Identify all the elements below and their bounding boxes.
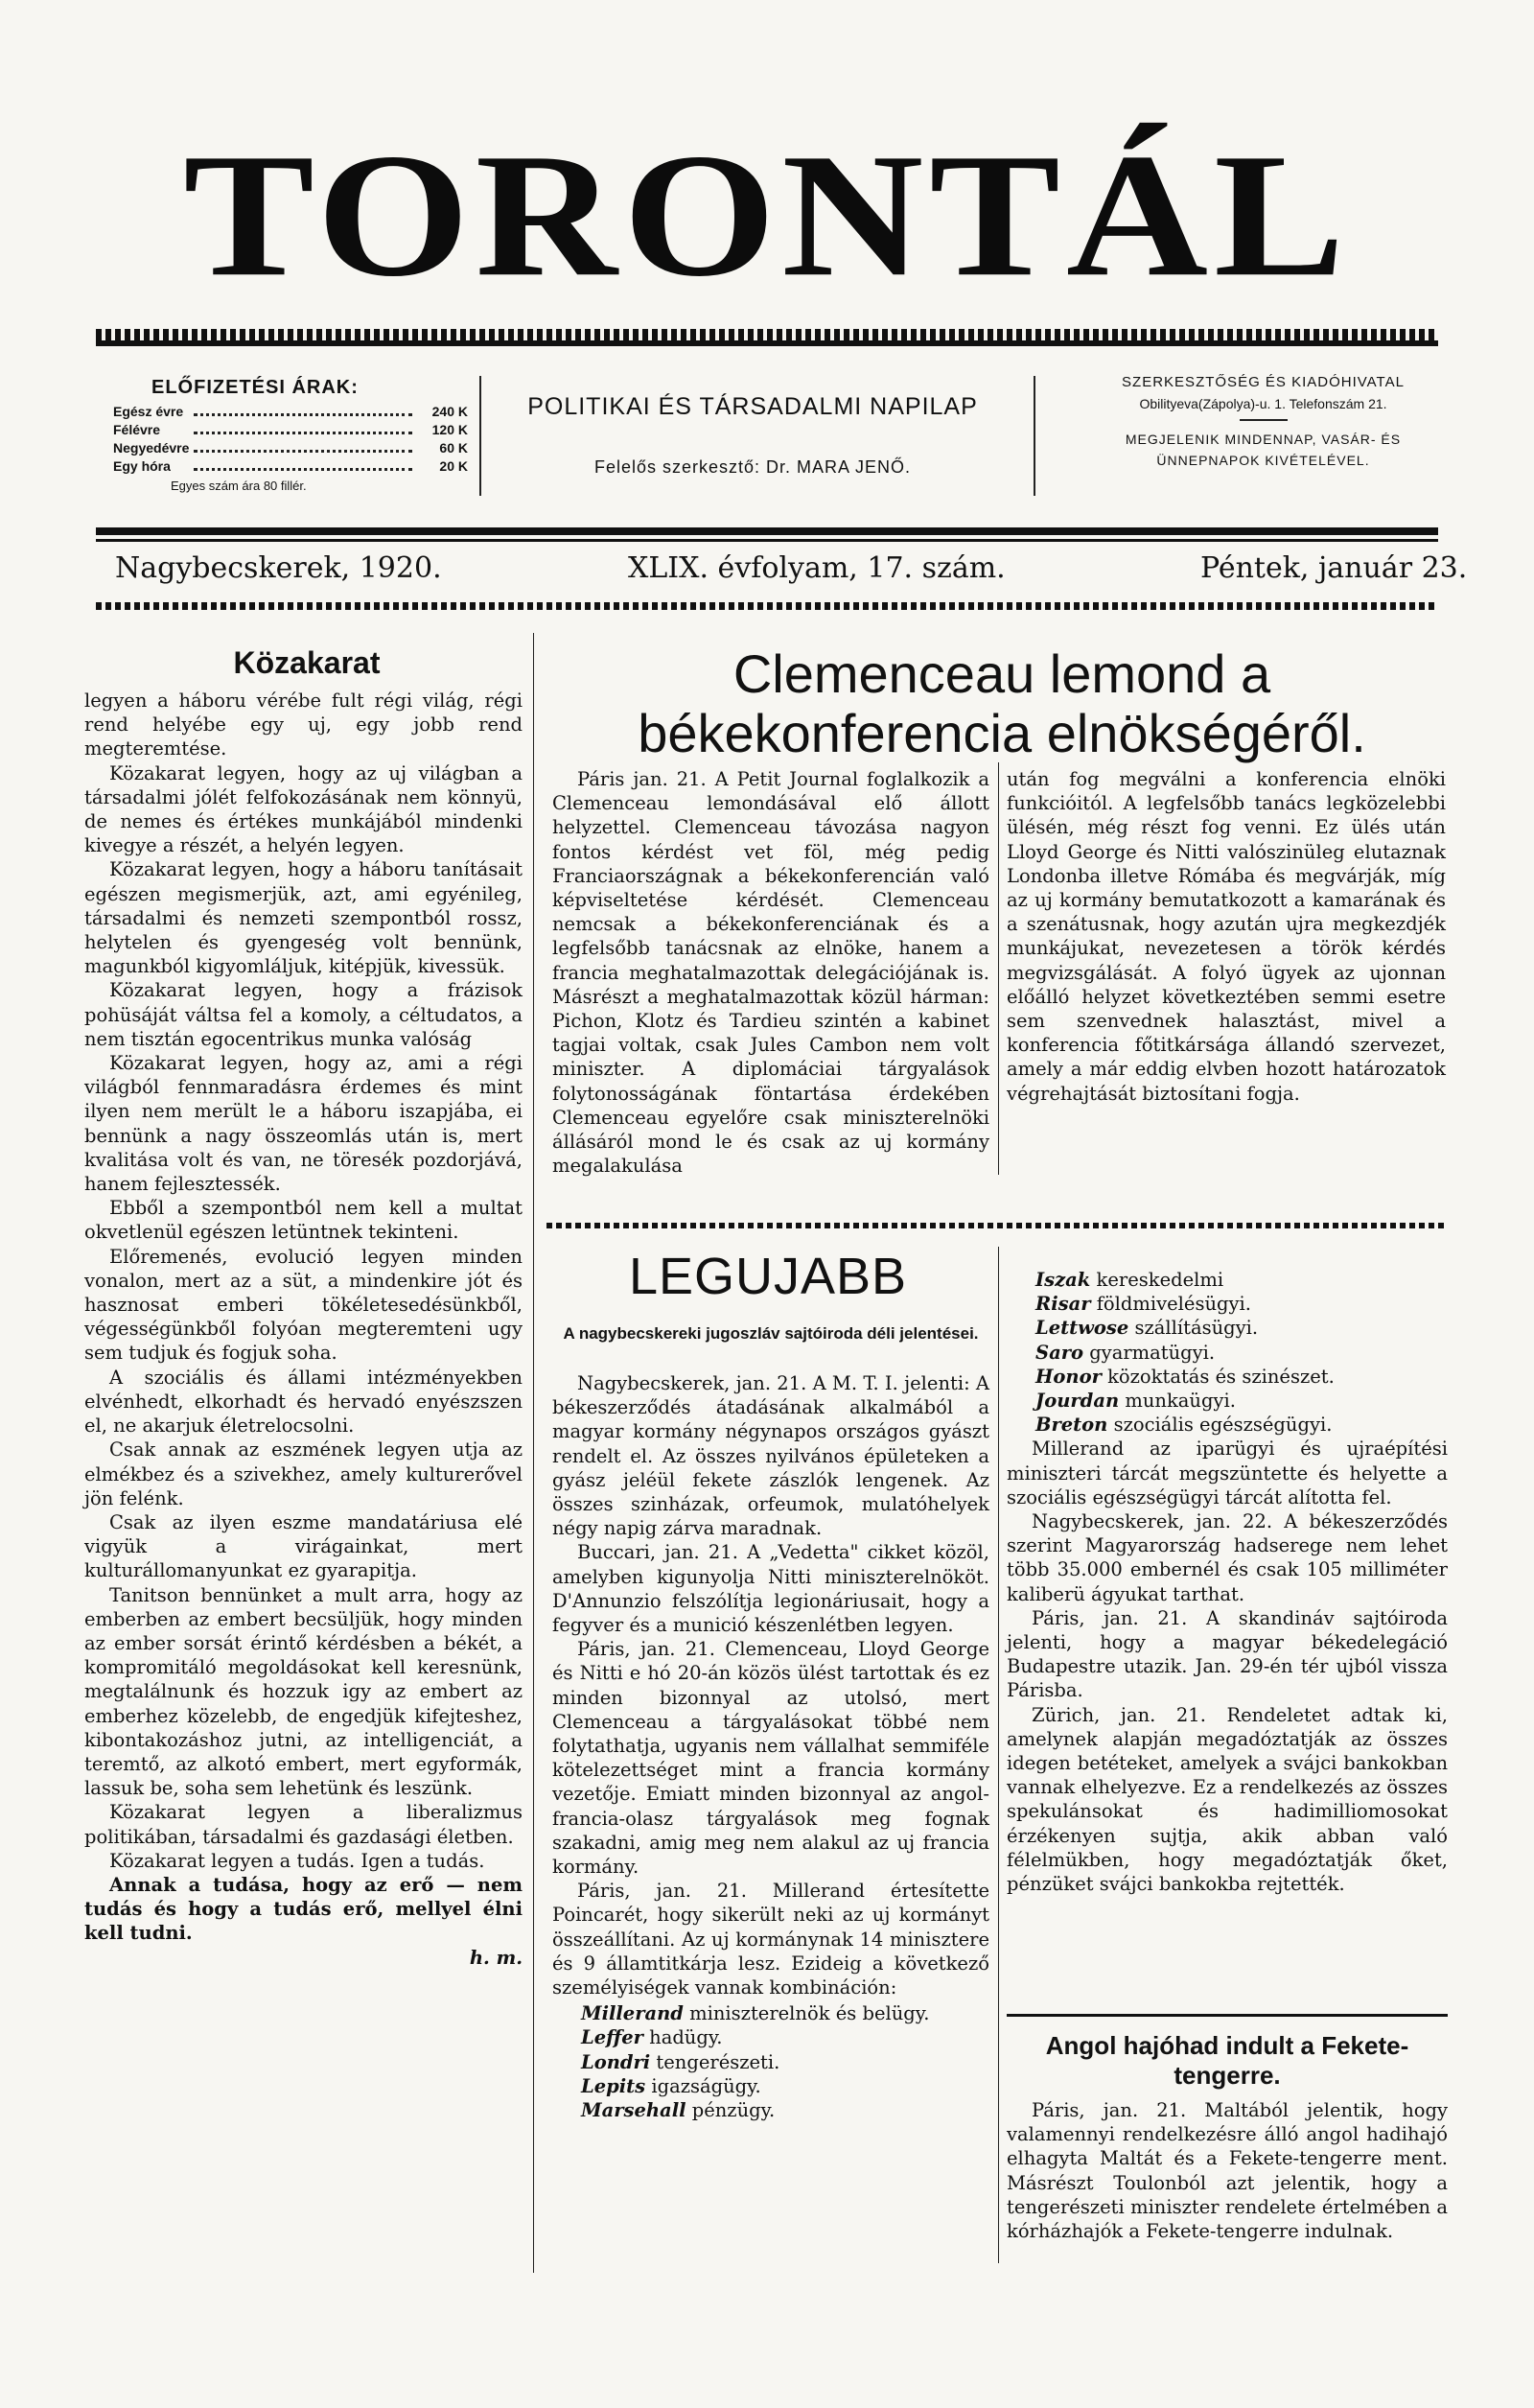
list-item: Millerand miniszterelnök és belügy. bbox=[581, 2002, 930, 2025]
paragraph: Páris, jan. 21. Millerand értesítette Poincarét, hogy sikerült neki az uj kormányt összeállítani. Az uj kormánynak 14 minisztere és 9 államtitkárja lesz. Ezideig a következő személyiségek vannak kombináción: bbox=[552, 1880, 989, 1999]
header-center bbox=[479, 393, 1026, 478]
list-item: Honor közoktatás és szinészet. bbox=[1035, 1365, 1335, 1388]
list-item: Jourdan munkaügyi. bbox=[1035, 1390, 1236, 1413]
paragraph: után fog megválni a konferencia elnöki funkcióitól. A legfelsőbb tanács legközelebbi ülésén, még részt fog venni. Ez ülés után Lloyd George és Nitti valószinüleg elutaznak Londonba illetve Rómába és megvárják, míg az uj kormány bemutatkozott a kamarának és a szenátusnak, hogy azután ujra megkezdjék munkájukat, nevezetesen a török kérdés megvizsgálását. A folyó ügyek az ujonnan előálló helyzet következtében semmi esetre sem szenvednek halasztást, mivel a konferencia főtitkársága állandó szervezet, amely a már eddig elvben hozott határozatok végrehajtását biztosítani fogja. bbox=[1007, 768, 1446, 1105]
price-label: Negyedévre bbox=[113, 440, 190, 456]
header-rule bbox=[96, 527, 1438, 535]
price-value: 60 K bbox=[439, 440, 468, 456]
price-label: Egy hóra bbox=[113, 458, 171, 474]
legujabb-subtitle: A nagybecskereki jugoszláv sajtóiroda déli jelentései. bbox=[563, 1324, 979, 1343]
masthead-rule bbox=[96, 329, 1438, 340]
cabinet-list bbox=[552, 2001, 989, 2122]
paragraph: A szociális és állami intézményekben elvénhedt, elkorhadt és hervadó enyészszen el, ne akarjuk életrelocsolni. bbox=[84, 1366, 523, 1438]
section-rule bbox=[546, 1223, 1448, 1228]
paragraph: Közakarat legyen a tudás. Igen a tudás. bbox=[109, 1849, 485, 1872]
price-row bbox=[113, 439, 468, 457]
cabinet-list bbox=[1007, 1268, 1448, 1437]
paragraph: Tanitson bennünket a mult arra, hogy az emberben az embert becsüljük, hogy minden az ember sorsát érintő kérdésben a békét, a kompromitáló megoldásokat kell keresnünk, megtalálnunk és hozzuk igy az embert az emberhez közelebb, de engedjük kifejteshez, kibontakozáshoz jutni, az intelligenciát, a teremtő, az alkotó embert, mert egyformák, lassuk be, soha sem lehetünk és leszünk. bbox=[84, 1583, 523, 1800]
column-divider bbox=[533, 633, 534, 2273]
publication-schedule: MEGJELENIK MINDENNAP, VASÁR- ÉS ÜNNEPNAPOK KIVÉTELÉVEL. bbox=[1125, 432, 1402, 468]
list-item: Marsehall pénzügy. bbox=[581, 2099, 776, 2122]
list-item: Londri tengerészeti. bbox=[581, 2050, 780, 2073]
column-divider bbox=[998, 762, 999, 1175]
paragraph: Közakarat legyen, hogy a frázisok pohüsáját váltsa fel a komoly, a céltudatos, a nem tisztán egocentrikus munka valóság bbox=[84, 979, 523, 1050]
header-divider bbox=[1034, 376, 1035, 496]
clemenceau-title: Clemenceau lemond a békekonferencia elnökségéről. bbox=[638, 643, 1366, 763]
paragraph: legyen a háboru vérébe fult régi világ, régi rend helyébe egy uj, egy jobb rend megteremtése. bbox=[84, 690, 523, 760]
list-item: Risar földmivelésügyi. bbox=[1035, 1293, 1251, 1316]
column-divider bbox=[998, 1247, 999, 2263]
dateline-volume: XLIX. évfolyam, 17. szám. bbox=[628, 551, 1006, 585]
angol-body bbox=[1007, 2098, 1448, 2271]
list-item: Iszak kereskedelmi bbox=[1035, 1269, 1224, 1291]
paragraph: Közakarat legyen, hogy a háboru tanításait egészen megismerjük, azt, ami egyénileg, társadalmi és nemzeti szempontból rossz, helytelen és gyengeség volt bennünk, magunkból kigyomláljuk, kitépjük, kivessük. bbox=[84, 858, 523, 978]
paragraph: Csak az ilyen eszme mandatáriusa elé vigyük a virágainkat, mert kulturállomanyunkat ez gyarapitja. bbox=[84, 1510, 523, 1582]
price-label: Félévre bbox=[113, 422, 161, 437]
paragraph: Zürich, jan. 21. Rendeletet adtak ki, amelynek alapján megadóztatják az összes idegen betéteket, amelyek a svájci bankokban vannak elhelyezve. Ez a rendelkezés az összes spekulánsokat és hadimilliomosokat érzékenyen sujtja, akik abban való félelmükben, hogy megadóztatják őket, pénzüket svájci bankokba rejtették. bbox=[1007, 1703, 1448, 1896]
masthead-rule-heavy bbox=[96, 340, 1438, 346]
price-value: 20 K bbox=[439, 458, 468, 474]
list-item: Breton szociális egészségügyi. bbox=[1035, 1414, 1333, 1437]
clemenceau-col1 bbox=[552, 767, 989, 1178]
header-right bbox=[1093, 374, 1433, 471]
paragraph: Nagybecskerek, jan. 22. A békeszerződés szerint Magyarország hadserege nem lehet több 35.000 embernél és csak 105 milliméter kaliberü ágyukat tarthat. bbox=[1007, 1510, 1448, 1605]
single-issue-price: Egyes szám ára 80 fillér. bbox=[171, 479, 307, 493]
price-row bbox=[113, 421, 468, 439]
price-row bbox=[113, 457, 468, 476]
kozakarat-title: Közakarat bbox=[233, 645, 381, 680]
angol-title: Angol hajóhad indult a Fekete-tengerre. bbox=[1045, 2031, 1409, 2090]
legujabb-col1 bbox=[552, 1371, 989, 2122]
paragraph: Páris, jan. 21. A skandináv sajtóiroda jelenti, hogy a magyar békedelegáció Budapestre utazik. Jan. 29-én tér ujból vissza Párisba. bbox=[1007, 1606, 1448, 1702]
paragraph: Annak a tudása, hogy az erő — nem tudás és hogy a tudás erő, mellyel élni kell tudni. bbox=[84, 1873, 523, 1945]
list-item: Lepits igazságügy. bbox=[581, 2074, 761, 2097]
signature: h. m. bbox=[469, 1946, 523, 1969]
price-label: Egész évre bbox=[113, 404, 184, 419]
dateline-day: Péntek, január 23. bbox=[1200, 551, 1468, 585]
list-item: Lettwose szállításügyi. bbox=[1035, 1317, 1259, 1340]
paragraph: Csak annak az eszmének legyen utja az elmékbez és a szivekhez, amely kulturerővel jön felénk. bbox=[84, 1438, 523, 1509]
list-item: Saro gyarmatügyi. bbox=[1035, 1341, 1216, 1364]
subscription-title: ELŐFIZETÉSI ÁRAK: bbox=[151, 377, 359, 398]
paragraph: Páris, jan. 21. Maltából jelentik, hogy valamennyi rendelkezésre álló angol hadihajó elhagyta Maltát és a Fekete-tengerre ment. Másrészt Toulonból azt jelentik, hogy a tengerészeti miniszter rendelete értelmében a kórházhajók a Fekete-tengerre indulnak. bbox=[1007, 2099, 1448, 2243]
paragraph: Páris jan. 21. A Petit Journal foglalkozik a Clemenceau lemondásával elő állott helyzettel. Clemenceau távozása nagyon fontos kérdést vet föl, még pedig Franciaországnak a békekonferencián való képviseltetése kérdését. Clemenceau nemcsak a békekonferenciának és a legfelsőbb tanácsnak az elnöke, hanem a francia meghatalmazottak delegációjának is. Másrészt a meghatalmazottak közül hárman: Pichon, Klotz és Tardieu szintén a kabinet tagjai voltak, csak Jules Cambon nem volt miniszter. A diplomáciai tárgyalások folytonosságának föntartása érdekében Clemenceau egyelőre csak miniszterelnöki állásáról mond le és csak az uj kormány megalakulása bbox=[552, 768, 989, 1178]
paragraph: Buccari, jan. 21. A „Vedetta" cikket közöl, amelyben kigunyolja Nitti miniszterelnököt. D'Annunzio felszólítja legionáriusait, hogy a fegyver és a munició készenlétben legyen. bbox=[552, 1541, 989, 1637]
paragraph: Páris, jan. 21. Clemenceau, Lloyd George és Nitti e hó 20-án közös ülést tartottak és ez minden bizonnyal az utolsó, mert Clemenceau a tárgyalásokat többé nem folytathatja, ugyanis nem vállalhat semmiféle kötelezettséget mint a francia kormány vezetője. Emiatt minden bizonnyal az angol-francia-olasz tárgyalások meg fognak szakadni, amig meg nem alakul az uj francia kormány. bbox=[552, 1638, 989, 1879]
price-row bbox=[113, 403, 468, 421]
header-separator bbox=[1240, 419, 1288, 421]
office-label: SZERKESZTŐSÉG ÉS KIADÓHIVATAL bbox=[1122, 374, 1405, 390]
section-rule bbox=[1007, 2014, 1448, 2017]
kozakarat-body bbox=[84, 689, 523, 2252]
office-address: Obilityeva(Zápolya)-u. 1. Telefonszám 21. bbox=[1139, 396, 1387, 411]
paragraph: Közakarat legyen, hogy az uj világban a társadalmi jólét felfokozásának nem könnyü, de nemes és értékes munkájából mindenki kivegye a részét, a helyén legyen. bbox=[84, 761, 523, 857]
price-value: 240 K bbox=[431, 404, 468, 419]
masthead-title: TORONTÁL bbox=[183, 117, 1351, 314]
price-value: 120 K bbox=[431, 422, 468, 437]
subscription-box bbox=[113, 377, 468, 493]
paper-type: POLITIKAI ÉS TÁRSADALMI NAPILAP bbox=[527, 393, 978, 420]
legujabb-col2 bbox=[1007, 1266, 1448, 2043]
paragraph: Előremenés, evolució legyen minden vonalon, mert az a süt, a mindenkire jót és hasznosat emberi tökéletesedésünkből, végességünkből folyóan megteremteni ugy sem tudjuk és fogjuk soha. bbox=[84, 1245, 523, 1365]
editor-line: Felelős szerkesztő: Dr. MARA JENŐ. bbox=[593, 457, 912, 477]
paragraph: Ebből a szempontból nem kell a multat okvetlenül egészen letüntnek tekinteni. bbox=[84, 1197, 523, 1244]
dateline-rule bbox=[96, 602, 1438, 610]
header-rule-thin bbox=[96, 539, 1438, 542]
list-item: Leffer hadügy. bbox=[581, 2026, 723, 2049]
paragraph: Közakarat legyen a liberalizmus politikában, társadalmi és gazdasági életben. bbox=[84, 1801, 523, 1848]
paragraph: Millerand az iparügyi és ujraépítési miniszteri tárcát megszüntette és helyette a szociális egészségügyi tárcát alította fel. bbox=[1007, 1438, 1448, 1508]
clemenceau-col2 bbox=[1007, 767, 1446, 1175]
legujabb-title: LEGUJABB bbox=[628, 1248, 908, 1305]
paragraph: Közakarat legyen, hogy az, ami a régi világból fennmaradásra érdemes és mint ilyen nem merült le a háboru iszapjába, ei bennünk a nagy összeomlás után is, mert kvalitása volt és van, ne töresék pozdorjává, hanem fejlesztessék. bbox=[84, 1052, 523, 1196]
dateline-place: Nagybecskerek, 1920. bbox=[115, 551, 442, 585]
paragraph: Nagybecskerek, jan. 21. A M. T. I. jelenti: A békeszerződés átadásának alkalmából a magyar kormány négynapos országos gyászt rendelt el. Az összes nyilvános épületeken a gyász jeléül fekete zászlók lengenek. Az összes szinházak, orfeumok, mulatóhelyek négy napig zárva maradnak. bbox=[552, 1372, 989, 1540]
